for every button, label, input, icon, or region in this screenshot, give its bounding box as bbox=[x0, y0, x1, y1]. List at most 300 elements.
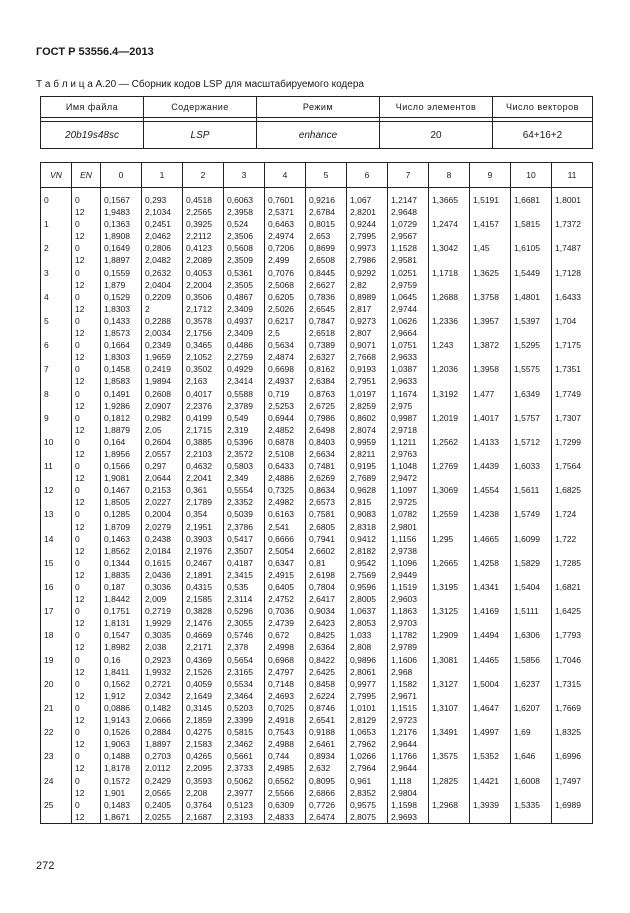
table-cell bbox=[265, 436, 306, 460]
table-cell bbox=[72, 533, 101, 557]
cell-value: 1,4258 bbox=[473, 557, 499, 568]
cell-value: 0,6463 bbox=[268, 219, 294, 230]
cell-value: 2,1585 bbox=[186, 594, 212, 605]
cell-value: 6 bbox=[44, 340, 49, 351]
table-cell bbox=[511, 605, 552, 629]
cell-value: 0,9244 bbox=[350, 219, 376, 230]
cell-value: 2,1583 bbox=[186, 739, 212, 750]
table-cell bbox=[306, 799, 347, 824]
table-cell bbox=[306, 750, 347, 774]
cell-value: 12 bbox=[75, 231, 85, 242]
table-cell bbox=[183, 799, 224, 824]
cell-value: 1,8982 bbox=[104, 642, 130, 653]
cell-value: 1,4465 bbox=[473, 654, 499, 665]
cell-value: 0,549 bbox=[227, 412, 249, 423]
cell-value: 2,7689 bbox=[350, 473, 376, 484]
table-cell bbox=[388, 460, 429, 484]
cell-value: 1,6425 bbox=[555, 606, 581, 617]
cell-value: 2,4915 bbox=[268, 569, 294, 580]
cell-value: 0,8699 bbox=[309, 243, 335, 254]
cell-value: 2,6602 bbox=[309, 545, 335, 556]
cell-value: 1,879 bbox=[104, 279, 126, 290]
table-cell bbox=[306, 460, 347, 484]
cell-value: 0,7025 bbox=[268, 702, 294, 713]
cell-value: 2,6474 bbox=[309, 811, 335, 822]
cell-value: 0,3828 bbox=[186, 606, 212, 617]
table-cell bbox=[265, 508, 306, 532]
column-header: 4 bbox=[265, 163, 306, 188]
cell-value: 0,7036 bbox=[268, 606, 294, 617]
cell-value: 2,4998 bbox=[268, 642, 294, 653]
cell-value: 12 bbox=[75, 666, 85, 677]
cell-value: 0,2438 bbox=[145, 533, 171, 544]
cell-value: 11 bbox=[44, 461, 53, 472]
cell-value: 0,5534 bbox=[227, 678, 253, 689]
cell-value: 0,2703 bbox=[145, 751, 171, 762]
cell-value: 1,9063 bbox=[104, 739, 130, 750]
table-cell bbox=[511, 460, 552, 484]
cell-value: 2,4752 bbox=[268, 594, 294, 605]
table-cell bbox=[511, 533, 552, 557]
table-cell bbox=[511, 581, 552, 605]
cell-value: 0,6163 bbox=[268, 509, 294, 520]
header-vector-count: Число векторов bbox=[493, 97, 593, 118]
cell-value: 0,9575 bbox=[350, 799, 376, 810]
table-cell bbox=[265, 267, 306, 291]
table-cell bbox=[388, 484, 429, 508]
cell-value: 2,9744 bbox=[391, 303, 417, 314]
table-cell bbox=[101, 775, 142, 799]
cell-value: 2,5054 bbox=[268, 545, 294, 556]
table-cell bbox=[552, 581, 593, 605]
table-cell bbox=[41, 388, 72, 412]
cell-value: 1,8879 bbox=[104, 424, 130, 435]
codebook-body bbox=[41, 188, 593, 824]
cell-value: 0,6433 bbox=[268, 461, 294, 472]
cell-value: 2,9801 bbox=[391, 521, 417, 532]
cell-value: 1,4238 bbox=[473, 509, 499, 520]
cell-value: 2,7964 bbox=[350, 763, 376, 774]
cell-value: 1,3665 bbox=[432, 195, 458, 205]
table-cell bbox=[429, 194, 470, 218]
table-cell bbox=[142, 654, 183, 678]
table-cell bbox=[347, 557, 388, 581]
cell-value: 0,1812 bbox=[104, 412, 130, 423]
cell-value: 12 bbox=[75, 618, 85, 629]
cell-value: 0,0886 bbox=[104, 702, 130, 713]
cell-value: 2,2103 bbox=[186, 448, 212, 459]
table-cell bbox=[41, 194, 72, 218]
cell-value: 0,6562 bbox=[268, 775, 294, 786]
cell-value: 0,4199 bbox=[186, 412, 212, 423]
table-cell bbox=[511, 629, 552, 653]
cell-value: 1,0653 bbox=[350, 727, 376, 738]
table-cell bbox=[101, 291, 142, 315]
table-cell bbox=[511, 678, 552, 702]
table-cell bbox=[429, 436, 470, 460]
cell-value: 1,1766 bbox=[391, 751, 417, 762]
table-cell bbox=[183, 460, 224, 484]
cell-value: 2,8318 bbox=[350, 521, 376, 532]
cell-value: 7 bbox=[44, 364, 49, 375]
cell-value: 22 bbox=[44, 727, 54, 738]
cell-value: 1,0387 bbox=[391, 364, 417, 375]
cell-value: 1,5397 bbox=[514, 315, 540, 326]
table-cell bbox=[72, 267, 101, 291]
cell-value: 1,5829 bbox=[514, 557, 540, 568]
cell-value: 1,0101 bbox=[350, 702, 376, 713]
cell-value: 0,2288 bbox=[145, 315, 171, 326]
cell-value: 1,8709 bbox=[104, 521, 130, 532]
table-cell bbox=[388, 194, 429, 218]
cell-value: 1,4801 bbox=[514, 291, 540, 302]
cell-value: 1,4665 bbox=[473, 533, 499, 544]
cell-value: 1,5111 bbox=[514, 606, 539, 617]
page-number: 272 bbox=[36, 860, 55, 872]
cell-value: 2,8259 bbox=[350, 400, 376, 411]
cell-value: 2,9703 bbox=[391, 618, 417, 629]
cell-value: 0,4486 bbox=[227, 340, 253, 351]
cell-value: 2,1476 bbox=[186, 618, 212, 629]
table-cell bbox=[101, 267, 142, 291]
table-cell bbox=[347, 267, 388, 291]
table-cell bbox=[552, 315, 593, 339]
cell-value: 1,6989 bbox=[555, 799, 581, 810]
cell-value: 1,2147 bbox=[391, 195, 417, 205]
table-cell bbox=[183, 436, 224, 460]
cell-value: 0,4518 bbox=[186, 195, 212, 205]
cell-value: 2,8211 bbox=[350, 448, 376, 459]
cell-value: 1,6825 bbox=[555, 485, 581, 496]
cell-value: 1,8897 bbox=[104, 255, 130, 266]
cell-value: 12 bbox=[75, 811, 85, 822]
cell-value: 0,4017 bbox=[186, 388, 212, 399]
cell-value: 2,7962 bbox=[350, 739, 376, 750]
cell-value: 0 bbox=[75, 775, 80, 786]
table-cell bbox=[511, 339, 552, 363]
cell-value: 3 bbox=[44, 267, 49, 278]
table-cell bbox=[101, 218, 142, 242]
cell-value: 2,1052 bbox=[186, 352, 212, 363]
cell-value: 2,4874 bbox=[268, 352, 294, 363]
table-cell bbox=[306, 218, 347, 242]
cell-value: 1,7128 bbox=[555, 267, 581, 278]
table-cell bbox=[511, 291, 552, 315]
cell-value: 0,3578 bbox=[186, 315, 212, 326]
table-cell bbox=[101, 750, 142, 774]
cell-value: 2,4985 bbox=[268, 763, 294, 774]
cell-value: 1,2825 bbox=[432, 775, 458, 786]
table-cell bbox=[511, 775, 552, 799]
cell-value: 1,4169 bbox=[473, 606, 499, 617]
cell-value: 0,1664 bbox=[104, 340, 130, 351]
file-info-header-row bbox=[41, 97, 593, 118]
cell-value: 1,7175 bbox=[555, 340, 581, 351]
table-row bbox=[41, 460, 593, 484]
table-cell bbox=[306, 388, 347, 412]
cell-value: 0,7076 bbox=[268, 267, 294, 278]
cell-value: 1,5191 bbox=[473, 195, 499, 205]
cell-value: 2,5108 bbox=[268, 448, 294, 459]
cell-value: 2,2171 bbox=[186, 642, 212, 653]
cell-value: 2,0436 bbox=[145, 569, 171, 580]
cell-value: 0,9188 bbox=[309, 727, 335, 738]
cell-value: 2,4918 bbox=[268, 715, 294, 726]
cell-value: 2,9633 bbox=[391, 352, 417, 363]
table-cell bbox=[41, 702, 72, 726]
table-cell bbox=[347, 291, 388, 315]
table-cell bbox=[183, 388, 224, 412]
table-cell bbox=[224, 218, 265, 242]
cell-value: 1,0645 bbox=[391, 291, 417, 302]
cell-value: 2,3415 bbox=[227, 569, 253, 580]
cell-value: 2,8005 bbox=[350, 594, 376, 605]
cell-value: 2,3789 bbox=[227, 400, 253, 411]
table-cell bbox=[429, 799, 470, 824]
table-cell bbox=[224, 291, 265, 315]
cell-value: 0,2923 bbox=[145, 654, 171, 665]
cell-value: 0,3925 bbox=[186, 219, 212, 230]
table-cell bbox=[142, 315, 183, 339]
column-header: 2 bbox=[183, 163, 224, 188]
cell-value: 0 bbox=[75, 267, 80, 278]
cell-value: 1,6433 bbox=[555, 291, 581, 302]
cell-value: 1,7285 bbox=[555, 557, 581, 568]
cell-value: 0,9071 bbox=[350, 340, 376, 351]
cell-value: 1,4997 bbox=[473, 727, 499, 738]
table-cell bbox=[72, 194, 101, 218]
table-cell bbox=[388, 750, 429, 774]
cell-value: 1,7793 bbox=[555, 630, 581, 641]
cell-value: 1,722 bbox=[555, 533, 577, 544]
cell-value: 12 bbox=[75, 303, 85, 314]
cell-value: 0,5396 bbox=[227, 436, 253, 447]
column-header: 5 bbox=[306, 163, 347, 188]
cell-value: 2,1687 bbox=[186, 811, 212, 822]
table-row bbox=[41, 242, 593, 266]
cell-value: 1 bbox=[44, 219, 49, 230]
cell-value: 2,5371 bbox=[268, 207, 294, 218]
cell-value: 2,9759 bbox=[391, 279, 417, 290]
table-cell bbox=[511, 799, 552, 824]
cell-value: 12 bbox=[75, 642, 85, 653]
table-cell bbox=[388, 218, 429, 242]
table-cell bbox=[101, 315, 142, 339]
table-cell bbox=[388, 605, 429, 629]
table-cell bbox=[41, 750, 72, 774]
cell-value: 1,5611 bbox=[514, 485, 540, 496]
cell-value: 0,744 bbox=[268, 751, 290, 762]
cell-value: 1,5404 bbox=[514, 582, 540, 592]
cell-value: 0 bbox=[75, 557, 80, 568]
table-cell bbox=[429, 702, 470, 726]
table-cell bbox=[347, 484, 388, 508]
cell-value: 0,9987 bbox=[391, 412, 417, 423]
cell-value: 2,3462 bbox=[227, 739, 253, 750]
table-cell bbox=[306, 194, 347, 218]
cell-value: 0,1751 bbox=[104, 606, 130, 617]
table-cell bbox=[183, 678, 224, 702]
cell-value: 2,3509 bbox=[227, 255, 253, 266]
cell-value: 2,4937 bbox=[268, 376, 294, 387]
cell-value: 20 bbox=[44, 678, 54, 689]
table-cell bbox=[72, 629, 101, 653]
cell-value: 0 bbox=[75, 243, 80, 254]
table-cell bbox=[142, 508, 183, 532]
cell-value: 2 bbox=[145, 303, 150, 314]
cell-value: 1,7669 bbox=[555, 702, 581, 713]
table-cell bbox=[552, 557, 593, 581]
cell-value: 0,1285 bbox=[104, 509, 130, 520]
cell-value: 0,164 bbox=[104, 436, 126, 447]
table-cell bbox=[470, 581, 511, 605]
table-cell bbox=[265, 412, 306, 436]
table-cell bbox=[224, 339, 265, 363]
cell-value: 1,0251 bbox=[391, 267, 417, 278]
table-cell bbox=[41, 726, 72, 750]
table-cell bbox=[511, 242, 552, 266]
cell-value: 1,7497 bbox=[555, 775, 581, 786]
cell-value: 2,3409 bbox=[227, 328, 253, 339]
cell-value: 0 bbox=[75, 751, 80, 762]
table-cell bbox=[142, 339, 183, 363]
cell-value: 2,3114 bbox=[227, 594, 253, 605]
cell-value: 12 bbox=[75, 545, 85, 556]
cell-value: 0,9542 bbox=[350, 557, 376, 568]
cell-value: 1,724 bbox=[555, 509, 577, 520]
table-row bbox=[41, 436, 593, 460]
table-cell bbox=[72, 412, 101, 436]
cell-value: 1,1096 bbox=[391, 557, 417, 568]
table-cell bbox=[265, 460, 306, 484]
table-cell bbox=[388, 291, 429, 315]
table-cell bbox=[347, 436, 388, 460]
cell-value: 2,3193 bbox=[227, 811, 253, 822]
table-cell bbox=[142, 267, 183, 291]
column-header: EN bbox=[72, 163, 101, 188]
cell-value: 0,5203 bbox=[227, 702, 253, 713]
cell-value: 2,8182 bbox=[350, 545, 376, 556]
cell-value: 0,524 bbox=[227, 219, 249, 230]
table-cell bbox=[41, 775, 72, 799]
cell-value: 2,3507 bbox=[227, 545, 253, 556]
table-cell bbox=[41, 799, 72, 824]
cell-value: 2,1951 bbox=[186, 521, 212, 532]
table-cell bbox=[306, 242, 347, 266]
table-cell bbox=[41, 315, 72, 339]
table-cell bbox=[224, 750, 265, 774]
cell-value: 2,5 bbox=[268, 328, 280, 339]
cell-value: 1,1674 bbox=[391, 388, 417, 399]
cell-value: 0,7941 bbox=[309, 533, 335, 544]
cell-value: 2,4833 bbox=[268, 811, 294, 822]
cell-value: 0,8162 bbox=[309, 364, 335, 375]
table-cell bbox=[429, 315, 470, 339]
cell-value: 0,5554 bbox=[227, 485, 253, 496]
cell-value: 0,9977 bbox=[350, 678, 376, 689]
table-row bbox=[41, 267, 593, 291]
table-cell bbox=[265, 726, 306, 750]
cell-value: 1,8573 bbox=[104, 328, 130, 339]
cell-value: 0 bbox=[75, 364, 80, 375]
cell-value: 2,9472 bbox=[391, 473, 417, 484]
table-cell bbox=[224, 799, 265, 824]
cell-value: 0,4929 bbox=[227, 364, 253, 375]
cell-value: 0,8425 bbox=[309, 630, 335, 641]
table-cell bbox=[142, 363, 183, 387]
cell-value: 0,9959 bbox=[350, 436, 376, 447]
cell-value: 0,1363 bbox=[104, 219, 130, 230]
cell-value: 2,208 bbox=[186, 787, 208, 798]
cell-value: 19 bbox=[44, 654, 54, 665]
table-cell bbox=[306, 533, 347, 557]
cell-value: 0,2429 bbox=[145, 775, 171, 786]
table-cell bbox=[306, 629, 347, 653]
cell-value: 0,7836 bbox=[309, 291, 335, 302]
cell-value: 0,1572 bbox=[104, 775, 130, 786]
cell-value: 1,3127 bbox=[432, 678, 458, 689]
table-cell bbox=[72, 363, 101, 387]
cell-value: 1,3042 bbox=[432, 243, 458, 254]
table-cell bbox=[101, 654, 142, 678]
cell-value: 1,6033 bbox=[514, 461, 540, 472]
cell-value: 2,499 bbox=[268, 255, 290, 266]
cell-value: 0,4123 bbox=[186, 243, 212, 254]
table-cell bbox=[183, 775, 224, 799]
cell-value: 1,9929 bbox=[145, 618, 171, 629]
cell-value: 0,3035 bbox=[145, 630, 171, 641]
table-cell bbox=[347, 581, 388, 605]
table-cell bbox=[388, 315, 429, 339]
cell-value: 0,2209 bbox=[145, 291, 171, 302]
cell-value: 0,5815 bbox=[227, 727, 253, 738]
table-cell bbox=[470, 533, 511, 557]
cell-value: 0 bbox=[75, 461, 80, 472]
cell-value: 0,5608 bbox=[227, 243, 253, 254]
cell-value: 1,5352 bbox=[473, 751, 499, 762]
cell-value: 2,7986 bbox=[350, 255, 376, 266]
cell-value: 2,815 bbox=[350, 497, 372, 508]
cell-value: 1,295 bbox=[432, 533, 454, 544]
cell-value: 0,9083 bbox=[350, 509, 376, 520]
cell-value: 5 bbox=[44, 315, 49, 326]
table-cell bbox=[552, 291, 593, 315]
table-cell bbox=[388, 363, 429, 387]
table-row bbox=[41, 412, 593, 436]
cell-value: 2,3399 bbox=[227, 715, 253, 726]
cell-value: 0,8458 bbox=[309, 678, 335, 689]
cell-value: 0 bbox=[75, 340, 80, 351]
column-header: 9 bbox=[470, 163, 511, 188]
cell-value: 1,0626 bbox=[391, 315, 417, 326]
cell-value: 2,8075 bbox=[350, 811, 376, 822]
cell-value: 0,5634 bbox=[268, 340, 294, 351]
cell-value: 2,8201 bbox=[350, 207, 376, 218]
table-cell bbox=[142, 533, 183, 557]
cell-value: 0,8746 bbox=[309, 702, 335, 713]
table-cell bbox=[183, 291, 224, 315]
table-cell bbox=[224, 678, 265, 702]
cell-value: 2,349 bbox=[227, 473, 249, 484]
table-cell bbox=[183, 726, 224, 750]
cell-value: 18 bbox=[44, 630, 54, 641]
file-info-value-row bbox=[41, 122, 593, 149]
cell-value: 2,9581 bbox=[391, 255, 417, 266]
table-cell bbox=[224, 605, 265, 629]
cell-value: 2,0255 bbox=[145, 811, 171, 822]
table-cell bbox=[470, 460, 511, 484]
cell-value: 0,6878 bbox=[268, 436, 294, 447]
